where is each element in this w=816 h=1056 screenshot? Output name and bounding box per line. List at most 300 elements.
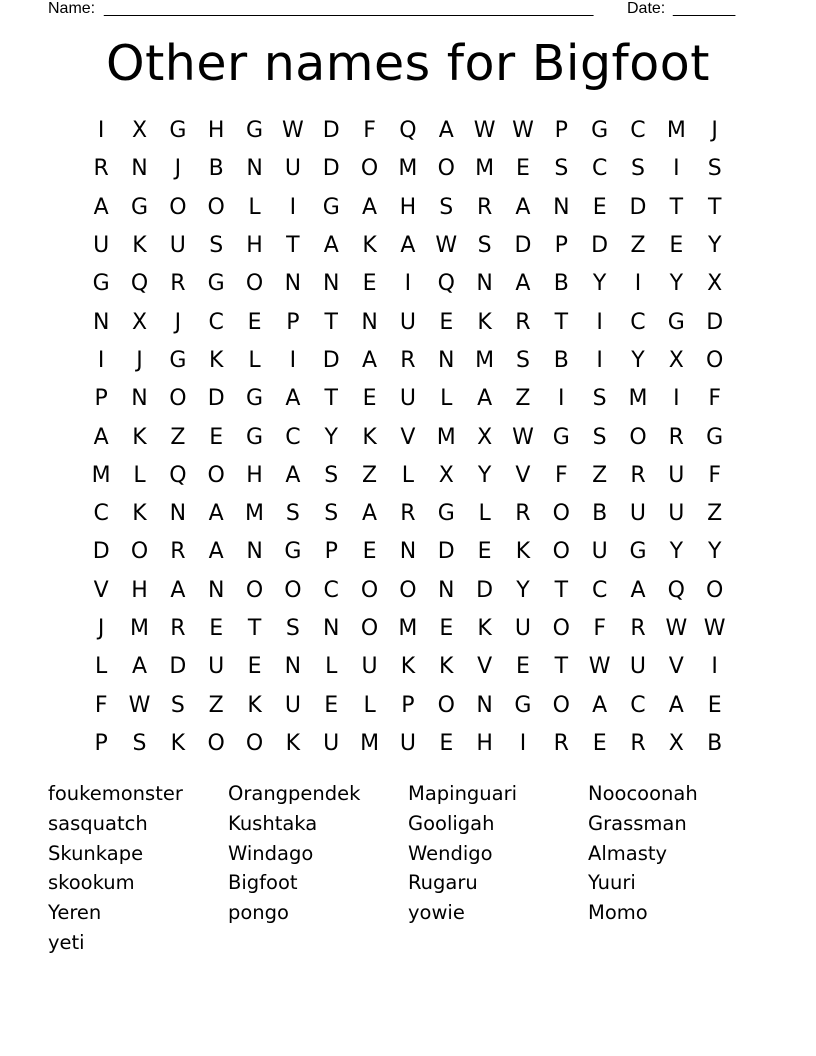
grid-letter: K	[132, 424, 147, 450]
page-title: Other names for Bigfoot	[106, 35, 710, 92]
grid-letter: A	[323, 233, 339, 259]
word-bank-item: pongo	[228, 901, 289, 925]
grid-letter: S	[707, 156, 722, 182]
grid-letter: K	[247, 692, 262, 718]
grid-letter: Z	[592, 462, 608, 488]
grid-letter: D	[322, 347, 340, 373]
grid-letter: S	[477, 233, 492, 259]
grid-letter: F	[554, 462, 568, 488]
name-blank-line: _______________________________________________________	[104, 0, 594, 17]
grid-letter: P	[401, 692, 415, 718]
grid-letter: O	[552, 692, 570, 718]
grid-letter: M	[666, 118, 686, 144]
grid-letter: M	[436, 424, 456, 450]
grid-letter: B	[553, 347, 569, 373]
grid-letter: U	[668, 501, 685, 527]
word-bank-item: Almasty	[588, 841, 668, 865]
grid-letter: F	[593, 616, 606, 641]
grid-letter: Q	[130, 271, 149, 297]
grid-letter: X	[131, 309, 148, 335]
grid-letter: L	[363, 692, 376, 718]
grid-letter: V	[477, 654, 493, 680]
word-bank-item: Yeren	[48, 901, 102, 925]
grid-letter: D	[322, 118, 340, 144]
grid-letter: W	[282, 118, 304, 144]
grid-letter: N	[246, 539, 263, 565]
grid-letter: Z	[362, 462, 378, 488]
grid-letter: O	[629, 424, 647, 450]
grid-letter: G	[322, 194, 340, 220]
grid-letter: O	[360, 616, 379, 641]
grid-letter: I	[673, 156, 680, 182]
grid-letter: H	[476, 730, 493, 756]
grid-letter: K	[132, 233, 147, 259]
grid-letter: P	[324, 539, 338, 565]
grid-letter: Y	[324, 424, 338, 450]
grid-letter: B	[208, 156, 224, 182]
grid-letter: N	[361, 309, 378, 335]
grid-letter: W	[588, 654, 611, 680]
grid-letter: T	[554, 577, 569, 603]
grid-letter: O	[245, 577, 264, 603]
grid-letter: Y	[477, 462, 492, 488]
grid-letter: J	[97, 616, 105, 641]
grid-letter: A	[438, 118, 454, 144]
grid-letter: Q	[399, 118, 417, 144]
date-label: Date:	[627, 0, 666, 17]
word-bank-item: Grassman	[588, 811, 687, 835]
word-bank-item: Skunkape	[48, 841, 144, 865]
grid-letter: E	[592, 194, 607, 220]
grid-row	[82, 418, 734, 456]
grid-letter: G	[437, 501, 455, 527]
grid-letter: R	[170, 539, 186, 565]
grid-row	[82, 227, 734, 265]
grid-letter: T	[324, 386, 338, 412]
grid-letter: Y	[707, 539, 722, 565]
grid-letter: C	[93, 501, 109, 527]
grid-letter: M	[91, 462, 111, 488]
grid-letter: N	[323, 616, 340, 641]
grid-letter: K	[362, 233, 377, 259]
word-bank-item: yowie	[408, 901, 465, 925]
grid-letter: F	[708, 386, 721, 412]
grid-letter: R	[170, 616, 186, 641]
grid-letter: K	[439, 654, 454, 680]
grid-letter: M	[398, 156, 418, 182]
grid-letter: I	[596, 309, 603, 335]
grid-letter: O	[245, 730, 264, 756]
grid-letter: O	[130, 539, 149, 565]
grid-letter: P	[554, 233, 568, 259]
grid-letter: V	[515, 462, 531, 488]
grid-letter: N	[207, 577, 225, 603]
grid-letter: K	[477, 309, 492, 335]
grid-letter: T	[554, 654, 569, 680]
grid-row	[82, 533, 734, 571]
grid-letter: L	[248, 347, 261, 373]
grid-letter: F	[94, 692, 108, 718]
grid-letter: A	[208, 539, 224, 565]
grid-letter: R	[515, 501, 531, 527]
grid-letter: L	[133, 462, 146, 488]
grid-letter: H	[246, 462, 263, 488]
grid-letter: S	[554, 156, 569, 182]
grid-letter: H	[399, 194, 417, 220]
grid-letter: O	[552, 501, 570, 527]
grid-letter: L	[440, 386, 453, 412]
grid-letter: T	[554, 309, 569, 335]
grid-letter: K	[285, 730, 301, 756]
grid-letter: G	[514, 692, 532, 718]
grid-letter: U	[399, 386, 416, 412]
grid-row	[82, 189, 734, 227]
grid-letter: W	[703, 616, 726, 641]
grid-letter: A	[477, 386, 493, 412]
grid-letter: R	[553, 730, 569, 756]
grid-letter: D	[322, 156, 340, 182]
word-bank-item: Yuuri	[588, 871, 636, 895]
grid-letter: O	[360, 577, 379, 603]
grid-letter: I	[711, 654, 718, 680]
grid-letter: U	[284, 156, 301, 182]
grid-letter: E	[516, 156, 530, 182]
grid-letter: S	[515, 347, 530, 373]
grid-letter: E	[247, 309, 262, 335]
grid-letter: E	[362, 271, 377, 297]
grid-letter: C	[591, 156, 608, 182]
grid-letter: K	[515, 539, 531, 565]
grid-row	[82, 342, 734, 380]
grid-letter: L	[325, 654, 338, 680]
grid-letter: U	[323, 730, 340, 756]
grid-letter: I	[634, 271, 642, 297]
grid-letter: W	[512, 424, 534, 450]
grid-letter: I	[558, 386, 565, 412]
grid-letter: S	[592, 424, 607, 450]
grid-letter: I	[519, 730, 527, 756]
grid-letter: O	[207, 194, 225, 220]
grid-letter: X	[668, 730, 684, 756]
grid-letter: S	[592, 386, 607, 412]
grid-letter: Z	[208, 692, 224, 718]
grid-letter: C	[208, 309, 224, 335]
grid-letter: C	[285, 424, 301, 450]
grid-row	[82, 686, 734, 724]
grid-letter: I	[596, 347, 603, 373]
grid-letter: E	[439, 730, 454, 756]
name-label: Name:	[48, 0, 96, 17]
grid-letter: U	[169, 233, 186, 259]
grid-letter: I	[97, 347, 105, 373]
grid-row	[82, 457, 734, 495]
grid-letter: Z	[515, 386, 531, 412]
grid-letter: S	[170, 692, 185, 718]
grid-letter: N	[476, 692, 493, 718]
grid-letter: E	[439, 309, 454, 335]
grid-letter: H	[246, 233, 263, 259]
grid-letter: B	[592, 501, 608, 527]
grid-letter: A	[668, 692, 684, 718]
grid-letter: U	[208, 654, 225, 680]
grid-letter: C	[323, 577, 339, 603]
grid-letter: K	[208, 347, 224, 373]
grid-letter: P	[554, 118, 568, 144]
grid-letter: E	[707, 692, 722, 718]
grid-row	[82, 265, 734, 303]
grid-letter: Y	[631, 347, 645, 373]
grid-letter: G	[207, 271, 225, 297]
grid-letter: Y	[669, 271, 684, 297]
grid-letter: B	[707, 730, 723, 756]
grid-letter: D	[92, 539, 110, 565]
grid-letter: R	[476, 194, 493, 220]
grid-row	[82, 112, 734, 150]
grid-letter: G	[246, 118, 264, 144]
grid-letter: G	[591, 118, 609, 144]
grid-letter: S	[285, 501, 300, 527]
grid-letter: R	[630, 616, 646, 641]
grid-letter: X	[131, 118, 148, 144]
word-bank-item: skookum	[48, 871, 135, 895]
grid-letter: A	[362, 501, 378, 527]
grid-letter: O	[399, 577, 417, 603]
grid-letter: L	[478, 501, 491, 527]
grid-letter: O	[169, 194, 187, 220]
grid-letter: V	[93, 577, 109, 603]
grid-letter: T	[247, 616, 262, 641]
grid-letter: K	[170, 730, 186, 756]
grid-letter: G	[92, 271, 110, 297]
grid-letter: A	[131, 654, 148, 680]
grid-letter: G	[629, 539, 647, 565]
grid-letter: F	[708, 462, 721, 488]
grid-letter: O	[706, 347, 724, 373]
grid-letter: W	[512, 118, 534, 144]
grid-letter: T	[286, 233, 300, 259]
grid-letter: A	[208, 501, 224, 527]
word-bank-item: yeti	[48, 930, 85, 954]
grid-letter: M	[628, 386, 648, 412]
grid-letter: O	[207, 730, 225, 756]
grid-letter: E	[516, 654, 530, 680]
grid-letter: V	[668, 654, 684, 680]
grid-letter: U	[668, 462, 685, 488]
word-bank-item: Kushtaka	[228, 811, 318, 835]
word-bank-item: Bigfoot	[228, 871, 298, 895]
grid-letter: R	[400, 347, 416, 373]
grid-letter: A	[362, 347, 378, 373]
grid-letter: S	[132, 730, 147, 756]
grid-letter: L	[248, 194, 261, 220]
grid-letter: V	[400, 424, 416, 450]
grid-letter: O	[169, 386, 187, 412]
grid-letter: E	[362, 386, 377, 412]
grid-letter: N	[553, 194, 570, 220]
grid-row	[82, 648, 734, 686]
grid-letter: R	[630, 730, 646, 756]
word-bank	[48, 779, 768, 958]
grid-letter: J	[136, 347, 143, 373]
word-bank-item: Rugaru	[408, 871, 478, 895]
worksheet-header	[48, 0, 748, 22]
grid-letter: N	[131, 156, 148, 182]
word-search-grid	[82, 112, 734, 763]
grid-letter: K	[400, 654, 416, 680]
grid-letter: A	[362, 194, 378, 220]
grid-letter: F	[363, 118, 376, 144]
grid-letter: A	[592, 692, 608, 718]
grid-letter: A	[93, 424, 109, 450]
grid-letter: U	[399, 730, 416, 756]
grid-letter: N	[323, 271, 340, 297]
grid-letter: R	[93, 156, 109, 182]
grid-letter: U	[361, 654, 378, 680]
grid-letter: E	[477, 539, 492, 565]
grid-letter: A	[170, 577, 186, 603]
grid-letter: S	[324, 462, 339, 488]
grid-letter: J	[711, 118, 718, 144]
grid-row	[82, 150, 734, 188]
grid-letter: Q	[169, 462, 187, 488]
grid-letter: E	[439, 616, 454, 641]
grid-letter: U	[284, 692, 301, 718]
grid-letter: X	[477, 424, 493, 450]
word-bank-item: sasquatch	[48, 811, 148, 835]
grid-letter: N	[131, 386, 148, 412]
grid-letter: G	[130, 194, 149, 220]
grid-letter: X	[668, 347, 684, 373]
grid-letter: G	[169, 118, 187, 144]
grid-letter: I	[289, 194, 297, 220]
grid-letter: E	[324, 692, 339, 718]
grid-letter: Y	[669, 539, 684, 565]
grid-letter: A	[285, 386, 301, 412]
grid-letter: Q	[667, 577, 685, 603]
grid-letter: J	[174, 156, 182, 182]
grid-row	[82, 495, 734, 533]
grid-letter: P	[286, 309, 300, 335]
grid-letter: Y	[516, 577, 530, 603]
grid-letter: T	[669, 194, 684, 220]
grid-letter: D	[514, 233, 532, 259]
grid-letter: E	[247, 654, 262, 680]
grid-letter: M	[245, 501, 265, 527]
grid-letter: O	[437, 156, 455, 182]
grid-letter: G	[284, 539, 302, 565]
grid-letter: R	[400, 501, 416, 527]
grid-letter: U	[93, 233, 110, 259]
grid-letter: O	[207, 462, 225, 488]
grid-letter: N	[246, 156, 263, 182]
grid-letter: G	[667, 309, 685, 335]
grid-letter: S	[439, 194, 454, 220]
grid-row	[82, 725, 734, 763]
grid-letter: U	[629, 501, 647, 527]
word-bank-item: Wendigo	[408, 841, 493, 865]
grid-letter: G	[169, 347, 187, 373]
grid-letter: L	[95, 654, 108, 680]
word-bank-item: Gooligah	[408, 811, 495, 835]
word-bank-item: Momo	[588, 901, 648, 925]
grid-letter: T	[707, 194, 722, 220]
grid-letter: P	[94, 730, 108, 756]
word-bank-item: Windago	[228, 841, 314, 865]
grid-letter: Q	[437, 271, 455, 297]
word-bank-item: Orangpendek	[228, 782, 361, 805]
grid-letter: W	[128, 692, 151, 718]
grid-letter: Y	[707, 233, 722, 259]
grid-letter: C	[630, 118, 646, 144]
grid-letter: S	[324, 501, 339, 527]
grid-letter: C	[630, 692, 646, 718]
grid-letter: M	[475, 156, 495, 182]
grid-letter: A	[515, 194, 531, 220]
grid-letter: L	[401, 462, 415, 488]
grid-letter: I	[97, 118, 105, 144]
grid-letter: E	[209, 616, 224, 641]
grid-letter: A	[515, 271, 531, 297]
grid-letter: G	[246, 424, 264, 450]
grid-letter: D	[629, 194, 647, 220]
grid-letter: K	[477, 616, 492, 641]
grid-letter: Z	[707, 501, 723, 527]
grid-letter: Y	[592, 271, 607, 297]
grid-letter: Z	[170, 424, 186, 450]
grid-letter: A	[285, 462, 301, 488]
grid-letter: H	[131, 577, 148, 603]
grid-letter: J	[174, 309, 182, 335]
grid-letter: R	[515, 309, 531, 335]
word-bank-item: Mapinguari	[408, 782, 518, 805]
grid-letter: A	[400, 233, 416, 259]
grid-letter: S	[631, 156, 645, 182]
grid-letter: G	[552, 424, 570, 450]
grid-letter: A	[630, 577, 646, 603]
grid-letter: A	[93, 194, 109, 220]
grid-letter: O	[552, 616, 570, 641]
grid-letter: T	[324, 309, 338, 335]
grid-letter: K	[362, 424, 377, 450]
grid-letter: U	[629, 654, 647, 680]
grid-letter: G	[246, 386, 264, 412]
grid-letter: N	[284, 271, 302, 297]
grid-letter: H	[207, 118, 225, 144]
grid-letter: O	[552, 539, 570, 565]
grid-row	[82, 572, 734, 610]
grid-letter: N	[169, 501, 187, 527]
grid-letter: M	[398, 616, 418, 641]
grid-letter: M	[360, 730, 380, 756]
grid-letter: N	[92, 309, 110, 335]
grid-letter: R	[630, 462, 646, 488]
grid-letter: U	[514, 616, 531, 641]
grid-letter: I	[673, 386, 680, 412]
word-bank-item: Noocoonah	[588, 782, 698, 805]
grid-letter: X	[707, 271, 723, 297]
grid-letter: N	[399, 539, 417, 565]
grid-letter: E	[592, 730, 607, 756]
grid-letter: G	[706, 424, 724, 450]
grid-letter: R	[170, 271, 186, 297]
grid-letter: C	[591, 577, 608, 603]
grid-letter: M	[130, 616, 149, 641]
grid-letter: D	[476, 577, 494, 603]
grid-letter: E	[362, 539, 377, 565]
grid-letter: K	[132, 501, 147, 527]
grid-letter: P	[94, 386, 108, 412]
grid-letter: D	[169, 654, 187, 680]
